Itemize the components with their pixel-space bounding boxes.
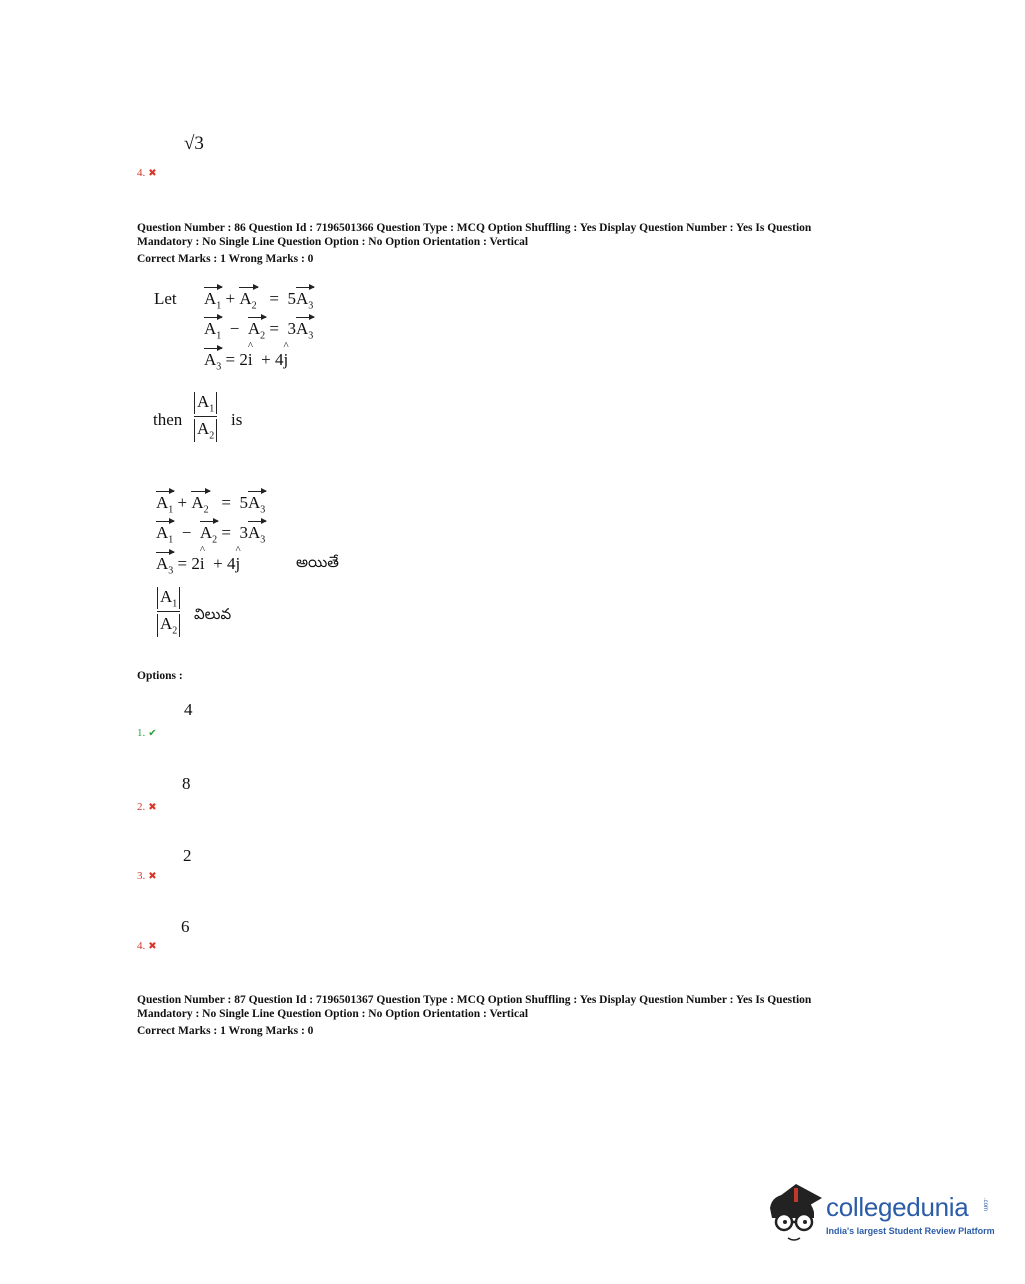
equation-2-te: $A_1 - A_2 = 3A_3$ <box>156 520 265 545</box>
option-4-value: 6 <box>181 917 190 936</box>
option-3-value: 2 <box>183 846 192 865</box>
wrong-icon: ✖ <box>148 168 157 179</box>
sqrt3-option: √3 <box>184 133 204 154</box>
ratio-fraction-en: $\frac{A_1}{A_2}$ <box>194 390 217 444</box>
marks-line: Correct Marks : 1 Wrong Marks : 0 <box>137 1025 314 1037</box>
ratio-fraction-te: $\frac{A_1}{A_2}$ <box>157 585 180 639</box>
option-4 <box>137 940 157 952</box>
word-is: is <box>231 410 243 429</box>
wrong-icon: ✖ <box>148 941 157 952</box>
option-number: 2. <box>137 801 146 813</box>
meta-line-1: Question Number : 87 Question Id : 7196501367 Question Type : MCQ Option Shuffling : Yes Display Question Number : Yes Is Question <box>137 994 812 1006</box>
option-3 <box>137 870 157 882</box>
telugu-ayithe: అయితే <box>296 553 339 571</box>
logo-tagline: India's largest Student Review Platform <box>826 1226 995 1236</box>
telugu-viluva: విలువ <box>194 605 232 623</box>
prev-option-4 <box>137 167 157 179</box>
wrong-icon: ✖ <box>148 802 157 813</box>
option-number: 4. <box>137 167 146 179</box>
meta-line-1: Question Number : 86 Question Id : 7196501366 Question Type : MCQ Option Shuffling : Yes Display Question Number : Yes Is Question <box>137 222 812 234</box>
equation-2: $A_1 - A_2 = 3A_3$ <box>204 316 313 341</box>
mascot-icon <box>766 1178 824 1246</box>
marks-line: Correct Marks : 1 Wrong Marks : 0 <box>137 253 314 265</box>
meta-line-2: Mandatory : No Single Line Question Option : No Option Orientation : Vertical <box>137 236 529 248</box>
collegedunia-logo <box>766 1178 996 1248</box>
question-87-meta <box>137 993 897 1038</box>
question-86-meta <box>137 221 897 266</box>
equation-1-te: $A_1 + A_2 = 5A_3$ <box>156 490 265 515</box>
wrong-icon: ✖ <box>148 871 157 882</box>
option-2 <box>137 801 157 813</box>
logo-name: collegedunia <box>826 1192 969 1222</box>
option-1-value: 4 <box>184 700 193 719</box>
equation-3: $A_3$ = 2^ i + 4^ j <box>204 347 288 372</box>
equation-3-te: $A_3$ = 2^ i + 4^ j <box>156 551 240 576</box>
option-number: 3. <box>137 870 146 882</box>
check-icon: ✔ <box>148 728 157 739</box>
options-label: Options : <box>137 670 183 682</box>
word-then: then <box>153 410 183 429</box>
option-2-value: 8 <box>182 774 191 793</box>
option-number: 4. <box>137 940 146 952</box>
option-1 <box>137 727 157 739</box>
logo-suffix: .com <box>982 1198 988 1212</box>
option-number: 1. <box>137 727 146 739</box>
word-let: Let <box>154 289 177 308</box>
meta-line-2: Mandatory : No Single Line Question Option : No Option Orientation : Vertical <box>137 1008 529 1020</box>
equation-1: $A_1 + A_2 = 5A_3$ <box>204 286 313 311</box>
